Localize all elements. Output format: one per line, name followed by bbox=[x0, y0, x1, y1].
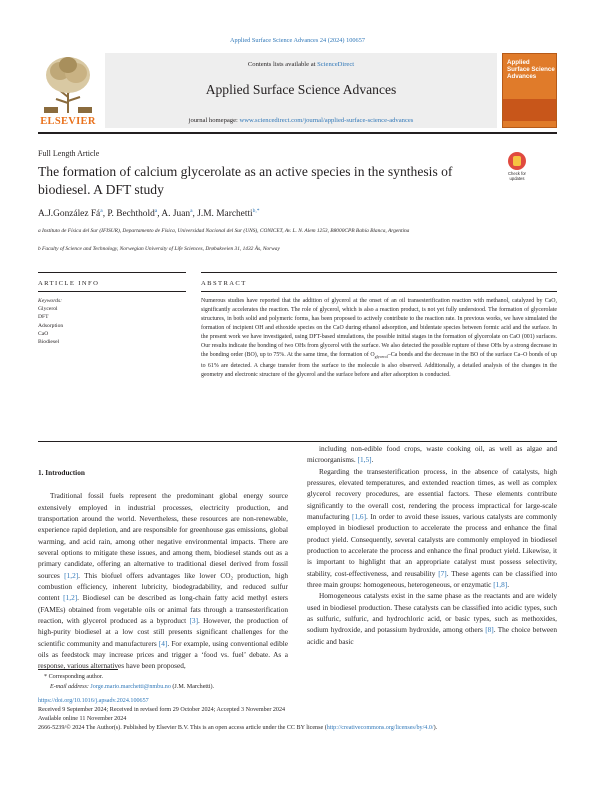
license-line bbox=[38, 724, 557, 733]
left-paragraphs bbox=[38, 490, 288, 671]
email-label: E-mail address: bbox=[50, 683, 91, 690]
author-affiliation-mark[interactable]: a bbox=[154, 208, 158, 214]
email-line bbox=[38, 683, 214, 693]
citation-link[interactable]: [1,5] bbox=[357, 455, 372, 465]
citation-link[interactable]: [3] bbox=[189, 615, 199, 625]
article-title: The formation of calcium glycerolate as an active species in the synthesis of biodiesel. A DFT study bbox=[38, 164, 453, 197]
divider bbox=[201, 291, 557, 292]
body-left-column bbox=[38, 467, 288, 672]
author-affiliation-mark[interactable]: a bbox=[190, 208, 193, 214]
license-suffix: ). bbox=[433, 724, 438, 731]
body-paragraph bbox=[307, 590, 557, 647]
body-paragraph bbox=[38, 490, 288, 671]
journal-reference-link[interactable]: Applied Surface Science Advances 24 (2024) 100657 bbox=[230, 37, 365, 44]
header-divider bbox=[38, 132, 557, 134]
received-dates: Received 9 September 2024; Received in revised form 29 October 2024; Accepted 3 November 2024 bbox=[38, 706, 286, 713]
email-link[interactable]: Jorge.mario.marchetti@nmbu.no bbox=[90, 683, 171, 690]
divider bbox=[38, 441, 557, 442]
author-name[interactable]: A.J.González Fá bbox=[38, 209, 101, 220]
citation-link[interactable]: [8] bbox=[485, 625, 494, 635]
affiliation-a: a Instituto de Física del Sur (IFISUR), Departamento de Física, Universidad Nacional del Sur (UNS), CONICET, Av. L. N. Alem 1253, B8000CPB Bahía Blanca, Argentina bbox=[38, 228, 410, 234]
footnote bbox=[38, 673, 214, 692]
divider bbox=[38, 272, 186, 273]
divider bbox=[201, 272, 557, 273]
keywords-label: Keywords: bbox=[38, 298, 63, 304]
section-heading: 1. Introduction bbox=[38, 468, 85, 477]
check-updates-label bbox=[500, 171, 534, 181]
check-updates-icon bbox=[508, 152, 526, 170]
abstract-heading: ABSTRACT bbox=[201, 280, 247, 287]
body-text: . This biofuel offers advantages like lower CO₂ production, high combustion efficiency, inherent lubricity, biodegradability, and reduced sulfur content bbox=[38, 570, 288, 603]
body-paragraph bbox=[307, 466, 557, 591]
keyword: Glycerol bbox=[38, 306, 58, 313]
body-text: . For example, using conventional edible oils as feedstock may increase prices and trigger a ‘food vs. fuel’ debate. As a response, various alternatives have been proposed, bbox=[38, 638, 288, 671]
affiliation-b: b Faculty of Science and Technology, Norwegian University of Life Sciences, Drøbakveien 31, 1432 Ås, Norway bbox=[38, 246, 280, 252]
body-paragraph bbox=[307, 443, 557, 466]
body-text: Traditional fossil fuels represent the predominant global energy source extensively employed in industrial processes, electricity production, and transportation around the world. Nevertheless, these resources are non-renewable, experience rapid depletion, and are responsible for greenhouse gas emissions, global warming, and acid rain, among other negative environmental impacts. There are several options to mitigate these issues, and among them, biodiesel stands out as a primary candidate, offering an alternative to traditional diesel derived from fossil sources bbox=[38, 491, 288, 580]
elsevier-wordmark: ELSEVIER bbox=[40, 116, 96, 127]
abstract-subscript: glycerol bbox=[374, 353, 388, 359]
cover-graphic bbox=[503, 99, 556, 121]
divider bbox=[38, 291, 186, 292]
abstract-text bbox=[201, 297, 557, 380]
cover-title bbox=[507, 59, 555, 80]
homepage-prefix: journal homepage: bbox=[188, 117, 240, 124]
abstract-text-part: –Ca bonds and the decrease in the BO of the surface Ca–O bonds of up to 61% are detected. A charge transfer from the surface to the molecule is also observed. Additionally, a detailed analysis of the changes in the geometry and electronic structure of the glycerol and the surface before and after adsorption is conducted. bbox=[201, 351, 557, 378]
author-list: A.J.González $Fá^a$, P. Bechthold$^a$, A. Juan$^a$, J.M. Marchetti$^{b,*}$ bbox=[38, 208, 260, 220]
right-paragraphs bbox=[307, 443, 557, 647]
keyword: DFT bbox=[38, 314, 49, 321]
body-text: . Biodiesel can be described as long-chain fatty acid methyl esters (FAMEs) obtained from vegetable oils or animal fats through a transesterification reaction, with glycerol produced as a byproduct bbox=[38, 593, 288, 625]
journal-homepage-line bbox=[105, 117, 497, 124]
email-suffix: (J.M. Marchetti). bbox=[170, 683, 215, 690]
keyword: Adsorption bbox=[38, 322, 64, 329]
body-text: . bbox=[371, 455, 374, 465]
license-text: 2666-5239/© 2024 The Author(s). Published by Elsevier B.V. This is an open access article under the CC BY license ( bbox=[38, 724, 327, 731]
body-text: . However, the production of high-purity biodiesel at a low cost still presents significant challenges for the scientific community and manufacturers bbox=[38, 615, 288, 648]
body-text: . bbox=[507, 579, 510, 589]
citation-link[interactable]: [7] bbox=[438, 568, 447, 578]
author-name[interactable]: J.M. Marchetti bbox=[197, 209, 253, 220]
keyword: CaO bbox=[38, 330, 49, 337]
license-link[interactable]: http://creativecommons.org/licenses/by/4.0/ bbox=[326, 724, 434, 731]
citation-link[interactable]: [1,2] bbox=[63, 593, 78, 603]
check-updates-line: updates bbox=[509, 176, 525, 181]
body-text: . These agents can be classified into three main groups: homogeneous, heterogeneous, or enzymatic bbox=[307, 568, 557, 589]
check-for-updates-button[interactable] bbox=[500, 152, 534, 182]
body-text: Homogeneous catalysts exist in the same phase as the reactants and are widely used in biodiesel production. These catalysts can be classified into acidic types, such as sulfuric, sulfuric, and hydrochloric acid, or basic types, such as methoxides, sodium hydroxide, and potassium hydroxide, among others bbox=[307, 591, 557, 635]
journal-homepage-link[interactable]: www.sciencedirect.com/journal/applied-surface-science-advances bbox=[239, 117, 414, 124]
body-text: Regarding the transesterification process, in the absence of catalysts, high pressures, elevated temperatures, and extended reaction times, as well as complex glycerol recovery procedures, are essential factors. These elements contribute significantly to the overall cost, rendering the process impractical for large-scale manufacturing bbox=[307, 466, 557, 521]
author-affiliation-mark[interactable]: b,* bbox=[252, 208, 260, 214]
abstract-text-part: Numerous studies have reported that the addition of glycerol at the onset of an oil transesterification reaction with methanol, catalyzed by CaO, significantly accelerates the reaction. The role of glycerol, which is also a reaction product, is not yet fully understood. The formation of glycerolate structures, in both solid and polymeric forms, has been proposed to actively contribute to the reaction rate. In previous works, we have simulated the formation of incipient OH and ethoxide species on the CaO during ethanol adsorption, and bidentate species between formic acid and the surface. In the present work we have investigated, using DFT-based simulations, the possible initial stages in the formation of glycerolate on CaO (001) surfaces. Our results indicate the bonding of two OHs from glycerol with the surface. We also detected the possible rupture of these OHs by a strong decrease in the bonding order (BO), up to 75%. At the same time, the formation of O bbox=[201, 298, 557, 358]
article-type: Full Length Article bbox=[38, 149, 100, 158]
article-info-heading: ARTICLE INFO bbox=[38, 280, 100, 287]
citation-link[interactable]: [4] bbox=[158, 638, 168, 648]
available-online-date: Available online 11 November 2024 bbox=[38, 715, 127, 722]
elsevier-tree-icon bbox=[38, 53, 98, 115]
corresponding-author-note: * Corresponding author. bbox=[44, 674, 104, 680]
body-text: including non-edible food crops, waste cooking oil, as well as algae and microorganisms. bbox=[307, 444, 557, 465]
contents-prefix: Contents lists available at bbox=[247, 61, 318, 68]
cover-title-line: Surface Science bbox=[507, 66, 555, 73]
cover-title-line: Advances bbox=[507, 73, 537, 80]
author-name[interactable]: A. Juan bbox=[161, 209, 191, 220]
author-affiliation-mark[interactable]: a bbox=[100, 208, 103, 214]
check-updates-line: Check for bbox=[508, 171, 526, 176]
keyword: Biodiesel bbox=[38, 339, 60, 346]
author-name[interactable]: P. Bechthold bbox=[107, 209, 155, 220]
sciencedirect-link[interactable]: ScienceDirect bbox=[317, 61, 355, 68]
footnote-divider bbox=[38, 669, 118, 670]
cover-title-line: Applied bbox=[507, 59, 530, 66]
journal-cover-thumbnail[interactable] bbox=[502, 53, 557, 128]
body-text: . The choice between acidic and basic bbox=[307, 625, 557, 646]
body-text: . In order to avoid these issues, various catalysts are commonly employed in biodiesel production to accelerate the process and enhance the final product yield. Consequently, several catalysts are commonly employed in biodiesel production to accelerate the process and enhance the final product yield. Likewise, it is important to highlight that an appropriate catalyst must possess selectivity, stability, cost-effectiveness, and reusability bbox=[307, 511, 557, 578]
citation-link[interactable]: [1,6] bbox=[352, 511, 367, 521]
contents-line bbox=[105, 61, 497, 68]
citation-link[interactable]: [1,8] bbox=[493, 579, 508, 589]
publication-info bbox=[38, 697, 557, 733]
keywords-list bbox=[38, 297, 186, 346]
doi-link[interactable]: https://doi.org/10.1016/j.apsadv.2024.100657 bbox=[38, 698, 149, 704]
bookmark-icon bbox=[513, 156, 521, 166]
journal-title: Applied Surface Science Advances bbox=[205, 82, 397, 97]
citation-link[interactable]: [1,2] bbox=[64, 570, 79, 580]
body-right-column bbox=[307, 443, 557, 647]
